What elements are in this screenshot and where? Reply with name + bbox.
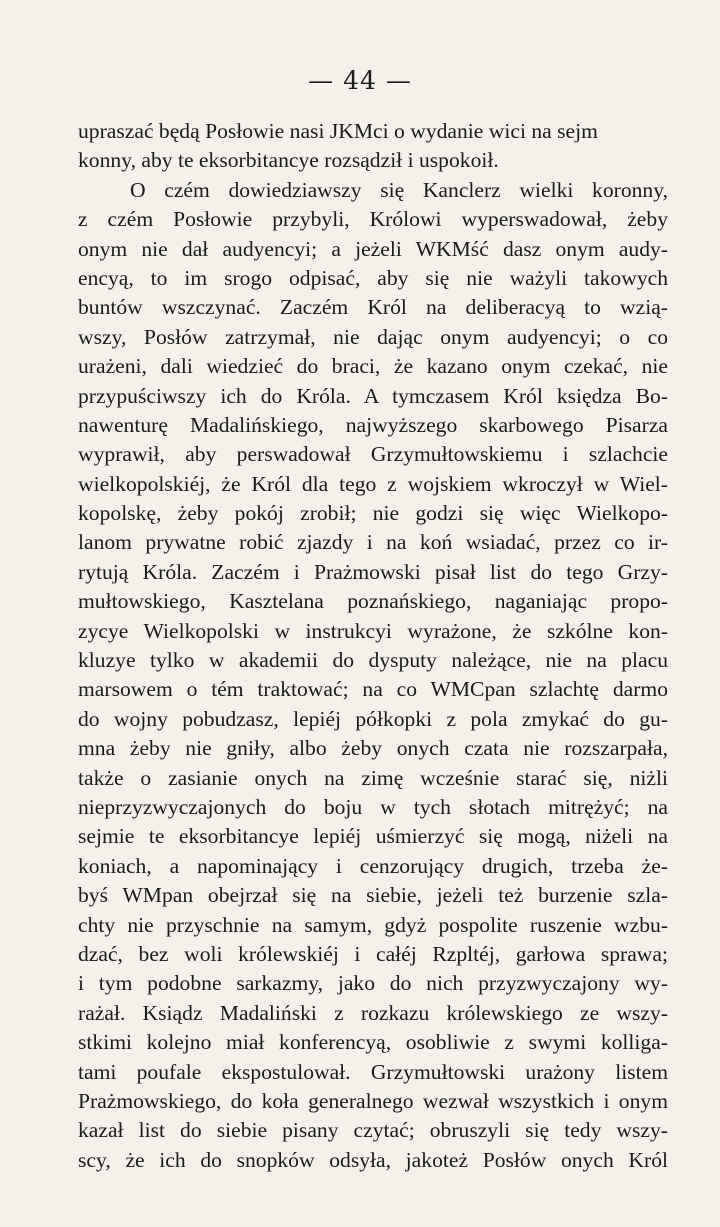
text-line: dzać, bez woli królewskiéj i całéj Rzpltéj, garłowa sprawa;: [78, 941, 668, 966]
text-line: rytują Króla. Zaczém i Prażmowski pisał list do tego Grzy-: [78, 559, 668, 584]
text-line: encyą, to im srogo odpisać, aby się nie ważyli takowych: [78, 265, 668, 290]
text-line: zycye Wielkopolski w instrukcyi wyrażone, że szkólne kon-: [78, 618, 668, 643]
text-line: kluzye tylko w akademii do dysputy należące, nie na placu: [78, 648, 668, 673]
page-header: [0, 66, 720, 95]
text-line: wszy, Posłów zatrzymał, nie dając onym audyencyi; o co: [78, 324, 668, 349]
text-line: rażał. Ksiądz Madaliński z rozkazu królewskiego ze wszy-: [78, 1000, 668, 1025]
text-line: mułtowskiego, Kasztelana poznańskiego, naganiając propo-: [78, 589, 668, 614]
text-line: upraszać będą Posłowie nasi JKMci o wydanie wici na sejm: [78, 119, 598, 143]
text-line: nawenturę Madalińskiego, najwyższego skarbowego Pisarza: [78, 412, 668, 437]
text-line: byś WMpan obejrzał się na siebie, jeżeli też burzenie szla-: [78, 883, 668, 908]
text-line: sejmie te eksorbitancye lepiéj uśmierzyć się mogą, niżeli na: [78, 824, 668, 849]
text-line: onym nie dał audyencyi; a jeżeli WKMść dasz onym audy-: [78, 236, 668, 261]
text-line: także o zasianie onych na zimę wcześnie starać się, niżli: [78, 765, 668, 790]
text-line: z czém Posłowie przybyli, Królowi wyperswadował, żeby: [78, 207, 668, 232]
text-line: chty nie przyschnie na samym, gdyż pospolite ruszenie wzbu-: [78, 912, 668, 937]
text-line: buntów wszczynać. Zaczém Król na deliberacyą to wzią-: [78, 295, 668, 320]
text-line: nieprzyzwyczajonych do boju w tych słotach mitrężyć; na: [78, 794, 668, 819]
text-line: kazał list do siebie pisany czytać; obruszyli się tedy wszy-: [78, 1118, 668, 1143]
text-line: scy, że ich do snopków odsyła, jakoteż Posłów onych Król: [78, 1147, 668, 1172]
text-line: tami poufale ekspostulował. Grzymułtowski urażony listem: [78, 1059, 668, 1084]
text-line: kopolskę, żeby pokój zrobił; nie godzi się więc Wielkopo-: [78, 501, 668, 526]
body-text: [78, 117, 668, 1175]
text-line: marsowem o tém traktować; na co WMCpan szlachtę darmo: [78, 677, 668, 702]
text-line: wielkopolskiéj, że Król dla tego z wojskiem wkroczył w Wiel-: [78, 471, 668, 496]
page-number: — 44 —: [308, 66, 412, 95]
text-line: urażeni, dali wiedzieć do braci, że kazano onym czekać, nie: [78, 354, 668, 379]
text-line: i tym podobne sarkazmy, jako do nich przyzwyczajony wy-: [78, 971, 668, 996]
text-line: koniach, a napominający i cenzorujący drugich, trzeba że-: [78, 853, 668, 878]
text-line: stkimi kolejno miał konferencyą, osobliwie z swymi kolliga-: [78, 1030, 668, 1055]
text-line: lanom prywatne robić zjazdy i na koń wsiadać, przez co ir-: [78, 530, 668, 555]
text-line: do wojny pobudzasz, lepiéj półkopki z pola zmykać do gu-: [78, 706, 668, 731]
text-line: przypuściwszy ich do Króla. A tymczasem Król księdza Bo-: [78, 383, 668, 408]
paragraph-start-line: O czém dowiedziawszy się Kanclerz wielki koronny,: [130, 177, 668, 202]
text-line: Prażmowskiego, do koła generalnego wezwał wszystkich i onym: [78, 1088, 668, 1113]
text-line: wyprawił, aby perswadował Grzymułtowskiemu i szlachcie: [78, 442, 668, 467]
text-line: mna żeby nie gniły, albo żeby onych czata nie rozszarpała,: [78, 736, 668, 761]
text-line: konny, aby te eksorbitancye rozsądził i uspokoił.: [78, 148, 499, 173]
